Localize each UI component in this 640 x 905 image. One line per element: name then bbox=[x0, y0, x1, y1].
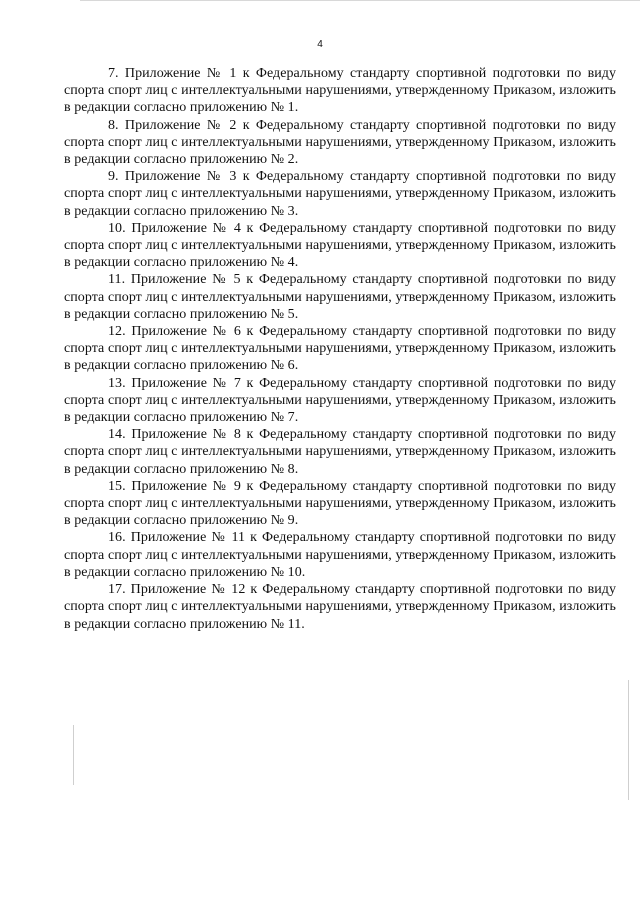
paragraph-12: 12. Приложение № 6 к Федеральному стандарту спортивной подготовки по виду спорта спорт лиц с интеллектуальными нарушениями, утвержденному Приказом, изложить в редакции согласно приложению № 6. bbox=[64, 324, 616, 374]
paragraph-11: 11. Приложение № 5 к Федеральному стандарту спортивной подготовки по виду спорта спорт лиц с интеллектуальными нарушениями, утвержденному Приказом, изложить в редакции согласно приложению № 5. bbox=[64, 272, 616, 322]
document-body bbox=[64, 65, 616, 633]
paragraph-8: 8. Приложение № 2 к Федеральному стандарту спортивной подготовки по виду спорта спорт лиц с интеллектуальными нарушениями, утвержденному Приказом, изложить в редакции согласно приложению № 2. bbox=[64, 117, 616, 168]
page-number: 4 bbox=[317, 39, 323, 50]
paragraph-13: 13. Приложение № 7 к Федеральному стандарту спортивной подготовки по виду спорта спорт лиц с интеллектуальными нарушениями, утвержденному Приказом, изложить в редакции согласно приложению № 7. bbox=[64, 375, 616, 426]
scan-artifact-right bbox=[628, 680, 629, 800]
paragraph-17: 17. Приложение № 12 к Федеральному стандарту спортивной подготовки по виду спорта спорт лиц с интеллектуальными нарушениями, утвержденному Приказом, изложить в редакции согласно приложению № 11. bbox=[64, 582, 616, 632]
paragraph-15: 15. Приложение № 9 к Федеральному стандарту спортивной подготовки по виду спорта спорт лиц с интеллектуальными нарушениями, утвержденному Приказом, изложить в редакции согласно приложению № 9. bbox=[64, 478, 616, 529]
paragraph-7: 7. Приложение № 1 к Федеральному стандарту спортивной подготовки по виду спорта спорт лиц с интеллектуальными нарушениями, утвержденному Приказом, изложить в редакции согласно приложению № 1. bbox=[64, 66, 616, 116]
scan-top-edge-line bbox=[80, 0, 640, 1]
paragraph-16: 16. Приложение № 11 к Федеральному стандарту спортивной подготовки по виду спорта спорт лиц с интеллектуальными нарушениями, утвержденному Приказом, изложить в редакции согласно приложению № 10. bbox=[64, 530, 616, 580]
paragraph-9: 9. Приложение № 3 к Федеральному стандарту спортивной подготовки по виду спорта спорт лиц с интеллектуальными нарушениями, утвержденному Приказом, изложить в редакции согласно приложению № 3. bbox=[64, 169, 616, 219]
scan-artifact-left bbox=[73, 725, 74, 785]
paragraph-10: 10. Приложение № 4 к Федеральному стандарту спортивной подготовки по виду спорта спорт лиц с интеллектуальными нарушениями, утвержденному Приказом, изложить в редакции согласно приложению № 4. bbox=[64, 220, 616, 271]
paragraph-14: 14. Приложение № 8 к Федеральному стандарту спортивной подготовки по виду спорта спорт лиц с интеллектуальными нарушениями, утвержденному Приказом, изложить в редакции согласно приложению № 8. bbox=[64, 427, 616, 477]
